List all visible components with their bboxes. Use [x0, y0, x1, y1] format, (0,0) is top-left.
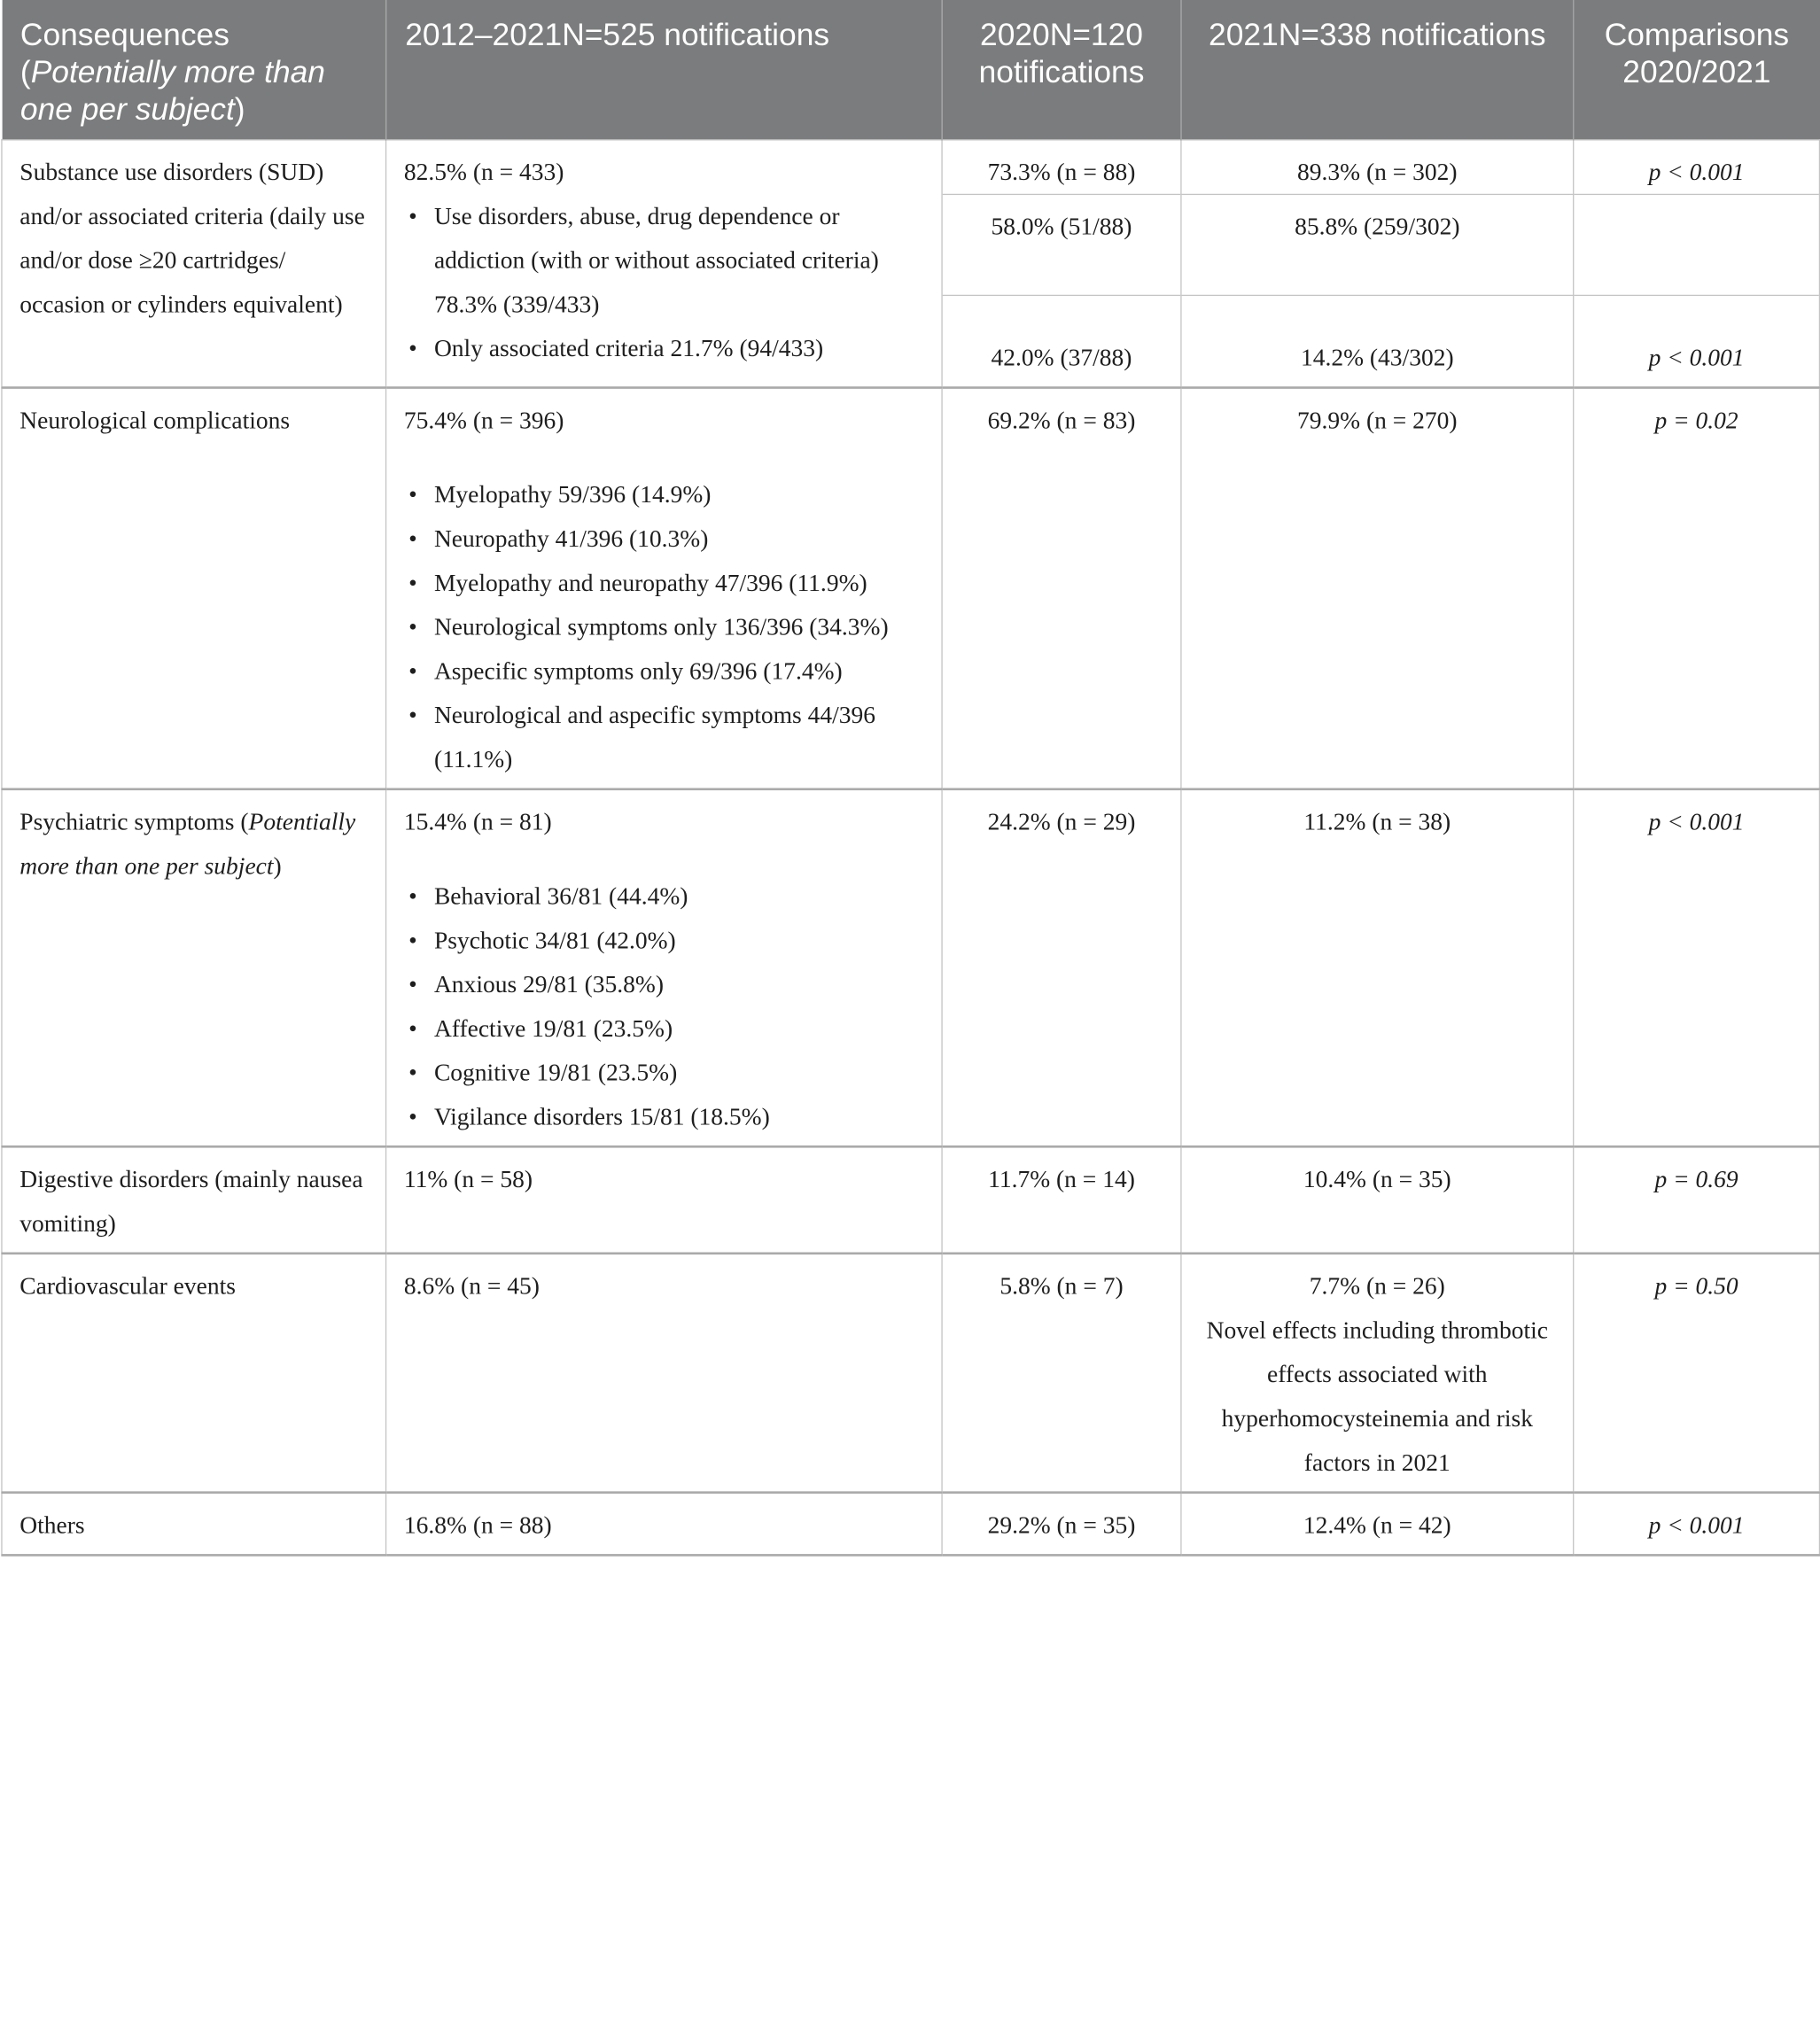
table-row-sud — [2, 140, 1819, 388]
list-item: • Behavioral 36/81 (44.4%) — [434, 874, 924, 918]
psych-2020: 24.2% (n = 29) — [942, 789, 1181, 1146]
cardio-label: Cardiovascular events — [2, 1254, 386, 1493]
psych-breakdown-list — [404, 874, 924, 1138]
others-p: p < 0.001 — [1574, 1493, 1820, 1556]
header-comparisons: Comparisons 2020/2021 — [1574, 0, 1820, 140]
sud-2020-use-disorders: 58.0% (51/88) — [943, 195, 1181, 296]
list-item: • Myelopathy 59/396 (14.9%) — [434, 472, 924, 516]
neuro-2020: 69.2% (n = 83) — [942, 388, 1181, 789]
neuro-overall: 75.4% (n = 396) — [403, 406, 564, 434]
neuro-p: p = 0.02 — [1574, 388, 1820, 789]
digestive-label: Digestive disorders (mainly nausea vomiting) — [2, 1146, 386, 1254]
table-row-cardiovascular — [2, 1254, 1819, 1493]
psych-overall-cell — [386, 789, 942, 1146]
cardio-2021: 7.7% (n = 26) — [1309, 1271, 1445, 1301]
cardio-2021-cell — [1181, 1254, 1574, 1493]
others-overall: 16.8% (n = 88) — [386, 1493, 942, 1556]
sud-2021-associated: 14.2% (43/302) — [1300, 343, 1454, 372]
digestive-2020: 11.7% (n = 14) — [942, 1146, 1181, 1254]
sud-2021-cell — [1181, 140, 1574, 388]
neuro-breakdown-list — [404, 472, 924, 780]
header-consequences: Consequences (Potentially more than one per subject) — [2, 0, 386, 140]
table-header — [2, 0, 1819, 140]
digestive-2021: 10.4% (n = 35) — [1181, 1146, 1574, 1254]
list-item: • Neurological and aspecific symptoms 44/396 (11.1%) — [434, 693, 924, 781]
list-item: • Cognitive 19/81 (23.5%) — [434, 1051, 924, 1095]
list-item: • Affective 19/81 (23.5%) — [434, 1006, 924, 1051]
cardio-overall: 8.6% (n = 45) — [386, 1254, 942, 1493]
neuro-label: Neurological complications — [2, 388, 386, 789]
list-item: • Aspecific symptoms only 69/396 (17.4%) — [434, 648, 924, 693]
sud-overall-cell — [386, 140, 942, 388]
list-item: • Neuropathy 41/396 (10.3%) — [434, 516, 924, 561]
table-row-others — [2, 1493, 1819, 1556]
list-item: • Use disorders, abuse, drug dependence or addiction (with or without associated criteria) 78.3% (339/433) — [434, 194, 924, 326]
others-2021: 12.4% (n = 42) — [1181, 1493, 1574, 1556]
list-item: • Neurological symptoms only 136/396 (34.3%) — [434, 605, 924, 649]
table-row-neurological — [2, 388, 1819, 789]
header-2012-2021: 2012–2021N=525 notifications — [386, 0, 942, 140]
header-2020: 2020N=120 notifications — [942, 0, 1181, 140]
sud-p-associated: p < 0.001 — [1648, 343, 1745, 372]
psych-overall: 15.4% (n = 81) — [403, 807, 552, 836]
sud-2020-total: 73.3% (n = 88) — [943, 141, 1181, 196]
cardio-p: p = 0.50 — [1574, 1254, 1820, 1493]
list-item: • Anxious 29/81 (35.8%) — [434, 962, 924, 1006]
list-item: • Only associated criteria 21.7% (94/433) — [434, 326, 924, 370]
list-item: • Vigilance disorders 15/81 (18.5%) — [434, 1094, 924, 1138]
psych-label: Psychiatric symptoms (Potentially more than one per subject) — [2, 789, 386, 1146]
header-2021: 2021N=338 notifications — [1181, 0, 1574, 140]
neuro-2021: 79.9% (n = 270) — [1181, 388, 1574, 789]
sud-2021-total: 89.3% (n = 302) — [1182, 141, 1573, 196]
digestive-overall: 11% (n = 58) — [386, 1146, 942, 1254]
sud-p-cell — [1574, 140, 1820, 388]
list-item: • Myelopathy and neuropathy 47/396 (11.9%) — [434, 561, 924, 605]
sud-p-total: p < 0.001 — [1574, 141, 1818, 196]
sud-2020-associated: 42.0% (37/88) — [991, 343, 1132, 372]
list-item: • Psychotic 34/81 (42.0%) — [434, 918, 924, 962]
sud-breakdown-list — [404, 194, 924, 370]
digestive-p: p = 0.69 — [1574, 1146, 1820, 1254]
sud-p-use-disorders — [1574, 195, 1818, 296]
consequences-table — [1, 0, 1820, 1557]
others-2020: 29.2% (n = 35) — [942, 1493, 1181, 1556]
table-row-psychiatric — [2, 789, 1819, 1146]
psych-p: p < 0.001 — [1574, 789, 1820, 1146]
sud-2020-cell — [942, 140, 1181, 388]
table-row-digestive — [2, 1146, 1819, 1254]
cardio-2021-note: Novel effects including thrombotic effects associated with hyperhomocysteinemia and risk factors in 2021 — [1206, 1316, 1548, 1477]
cardio-2020: 5.8% (n = 7) — [942, 1254, 1181, 1493]
sud-2021-use-disorders: 85.8% (259/302) — [1182, 195, 1573, 296]
others-label: Others — [2, 1493, 386, 1556]
sud-label: Substance use disorders (SUD) and/or associated criteria (daily use and/or dose ≥20 cartridges/ occasion or cylinders equivalent) — [2, 140, 386, 388]
sud-overall: 82.5% (n = 433) — [403, 158, 564, 186]
psych-2021: 11.2% (n = 38) — [1181, 789, 1574, 1146]
neuro-overall-cell — [386, 388, 942, 789]
